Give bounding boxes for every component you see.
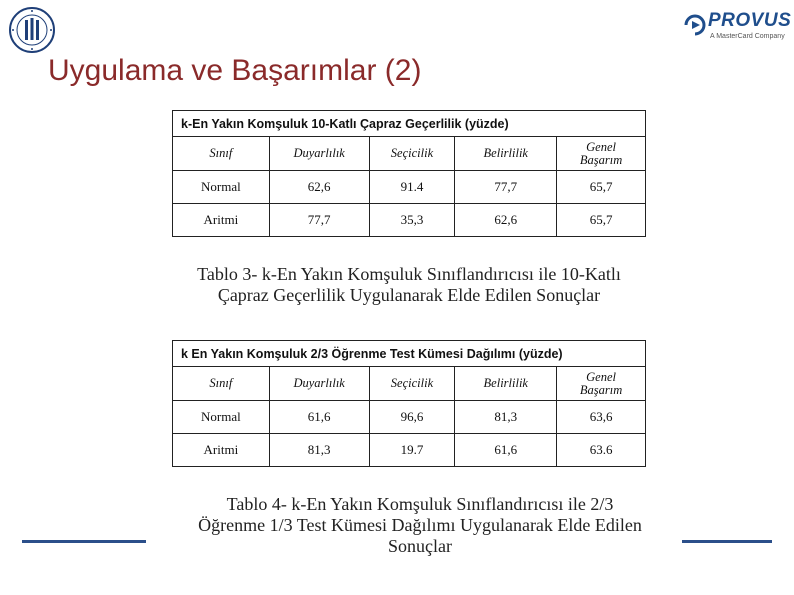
- table-cell: Aritmi: [173, 204, 270, 237]
- table-cell: 62,6: [455, 204, 557, 237]
- table-title: k En Yakın Komşuluk 2/3 Öğrenme Test Kümesi Dağılımı (yüzde): [173, 341, 646, 367]
- column-header-sensitivity: Duyarlılık: [269, 137, 369, 171]
- column-header-selectivity: Seçicilik: [369, 367, 455, 401]
- table-cell: 77,7: [455, 171, 557, 204]
- results-table-2-3-split: [172, 340, 646, 467]
- table-title: k-En Yakın Komşuluk 10-Katlı Çapraz Geçerlilik (yüzde): [173, 111, 646, 137]
- table-row: [173, 434, 646, 467]
- table-cell: 63,6: [557, 401, 646, 434]
- caption-line: Öğrenme 1/3 Test Kümesi Dağılımı Uygulanarak Elde Edilen: [198, 515, 642, 535]
- table-cell: 77,7: [269, 204, 369, 237]
- footer-rule-right: [682, 540, 772, 543]
- page-title: Uygulama ve Başarımlar (2): [48, 54, 422, 87]
- table-cell: 65,7: [557, 204, 646, 237]
- column-header-line: Başarım: [579, 382, 623, 397]
- column-header-class: Sınıf: [173, 367, 270, 401]
- table-cell: 63.6: [557, 434, 646, 467]
- column-header-line: Genel: [586, 369, 616, 384]
- table-cell: 65,7: [557, 171, 646, 204]
- table-cell: 35,3: [369, 204, 455, 237]
- provus-logo: [680, 10, 790, 54]
- table-row: [173, 204, 646, 237]
- column-header-specificity: Belirlilik: [455, 367, 557, 401]
- caption-line: Tablo 4- k-En Yakın Komşuluk Sınıflandırıcısı ile 2/3: [226, 494, 614, 514]
- column-header-line: Başarım: [579, 152, 623, 167]
- table-cell: Normal: [173, 171, 270, 204]
- brand-name: PROVUS: [708, 10, 792, 31]
- table-cell: 81,3: [269, 434, 369, 467]
- column-header-sensitivity: Duyarlılık: [269, 367, 369, 401]
- table-caption: [172, 264, 646, 306]
- table-row: [173, 171, 646, 204]
- results-table-10-fold: [172, 110, 646, 237]
- caption-line: Sonuçlar: [388, 536, 452, 556]
- table-row: [173, 401, 646, 434]
- provus-mark-icon: [682, 12, 708, 38]
- table-cell: Normal: [173, 401, 270, 434]
- caption-line: Tablo 3- k-En Yakın Komşuluk Sınıflandırıcısı ile 10-Katlı: [197, 264, 621, 284]
- column-header-specificity: Belirlilik: [455, 137, 557, 171]
- brand-subtitle: A MasterCard Company: [710, 33, 785, 40]
- table-cell: 81,3: [455, 401, 557, 434]
- column-header-class: Sınıf: [173, 137, 270, 171]
- table-cell: 96,6: [369, 401, 455, 434]
- column-header-overall-accuracy: [557, 367, 646, 401]
- column-header-line: Genel: [586, 139, 616, 154]
- table-cell: 19.7: [369, 434, 455, 467]
- table-cell: 61,6: [455, 434, 557, 467]
- table-cell: Aritmi: [173, 434, 270, 467]
- university-seal-logo: [8, 6, 56, 54]
- table-cell: 62,6: [269, 171, 369, 204]
- column-header-overall-accuracy: [557, 137, 646, 171]
- table-cell: 91.4: [369, 171, 455, 204]
- table-cell: 61,6: [269, 401, 369, 434]
- footer-rule-left: [22, 540, 146, 543]
- table-caption: [160, 494, 680, 557]
- column-header-selectivity: Seçicilik: [369, 137, 455, 171]
- caption-line: Çapraz Geçerlilik Uygulanarak Elde Edilen Sonuçlar: [217, 285, 601, 305]
